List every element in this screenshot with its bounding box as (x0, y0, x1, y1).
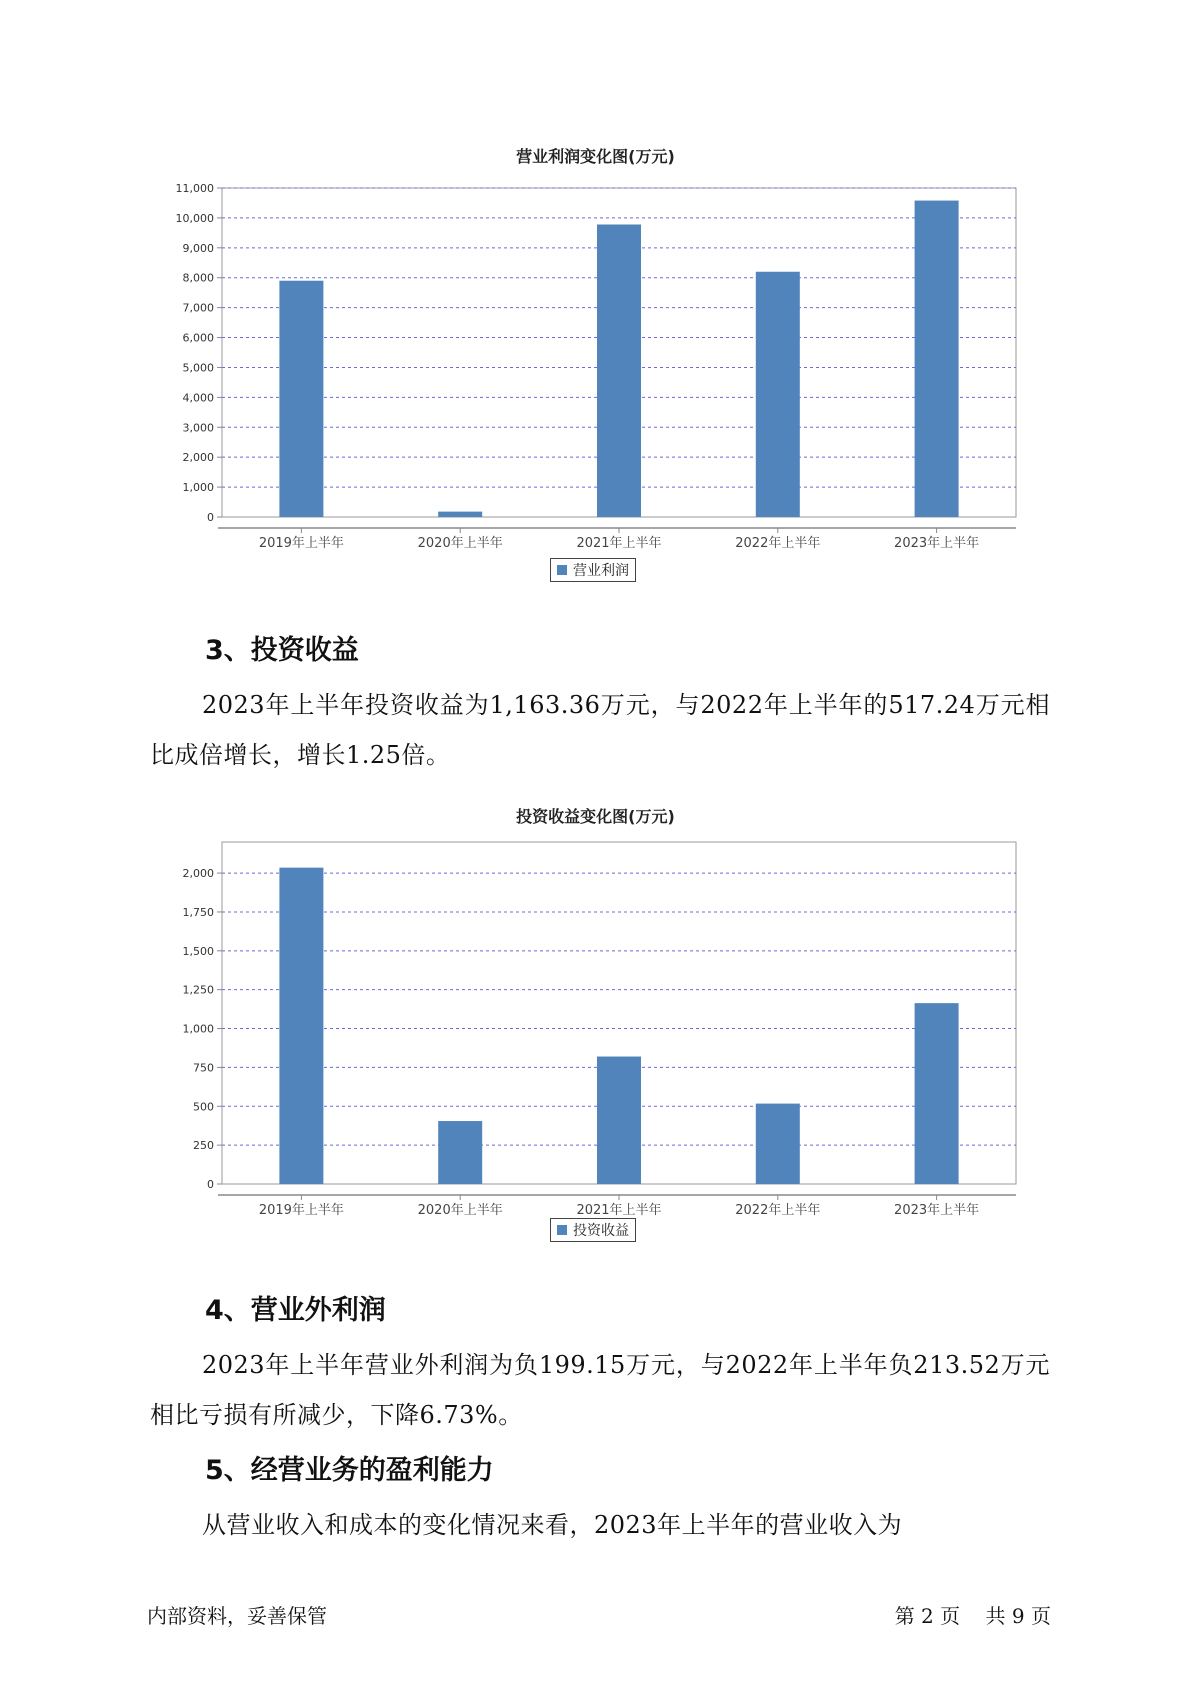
bar (915, 201, 959, 517)
y-tick-label: 1,750 (182, 905, 214, 919)
x-tick-label: 2020年上半年 (417, 536, 503, 551)
section-3-heading: 3、投资收益 (205, 635, 359, 666)
x-tick-label: 2022年上半年 (735, 1203, 821, 1218)
footer-page-number: 第 2 页 共 9 页 (894, 1604, 1051, 1628)
bar (756, 1104, 800, 1184)
bar (915, 1003, 959, 1184)
legend-label: 投资收益 (573, 1223, 629, 1239)
y-tick-label: 1,500 (182, 944, 214, 958)
x-tick-label: 2022年上半年 (735, 536, 821, 551)
x-tick-label: 2021年上半年 (576, 536, 662, 551)
profit-chart-title: 营业利润变化图(万元) (516, 147, 675, 166)
section-5-paragraph: 从营业收入和成本的变化情况来看，2023年上半年的营业收入为 (202, 1511, 903, 1539)
bar (279, 281, 323, 517)
invest-chart-title: 投资收益变化图(万元) (516, 807, 675, 826)
profit-chart-legend (550, 558, 636, 582)
section-5-heading: 5、经营业务的盈利能力 (205, 1455, 494, 1486)
y-tick-label: 8,000 (182, 271, 214, 285)
y-tick-label: 1,000 (182, 1022, 214, 1036)
profit-chart (0, 170, 1191, 550)
y-tick-label: 5,000 (182, 361, 214, 375)
y-tick-label: 4,000 (182, 391, 214, 405)
x-tick-label: 2023年上半年 (894, 1203, 980, 1218)
section-4-heading: 4、营业外利润 (205, 1295, 386, 1326)
x-tick-label: 2019年上半年 (258, 536, 344, 551)
invest-chart (0, 830, 1191, 1218)
y-tick-label: 9,000 (182, 241, 214, 255)
footer-note: 内部资料，妥善保管 (147, 1604, 327, 1628)
x-tick-label: 2019年上半年 (258, 1203, 344, 1218)
y-tick-label: 10,000 (175, 211, 214, 225)
y-tick-label: 2,000 (182, 451, 214, 465)
y-tick-label: 750 (193, 1061, 214, 1075)
bar (438, 1121, 482, 1184)
x-tick-label: 2023年上半年 (894, 536, 980, 551)
bar (438, 512, 482, 517)
y-tick-label: 11,000 (175, 182, 214, 195)
invest-chart-legend (550, 1218, 636, 1242)
y-tick-label: 0 (207, 1178, 214, 1191)
y-tick-label: 2,000 (182, 867, 214, 881)
bar (597, 1057, 641, 1184)
y-tick-label: 7,000 (182, 301, 214, 315)
bar (279, 868, 323, 1184)
y-tick-label: 0 (207, 511, 214, 524)
section-3-paragraph: 2023年上半年投资收益为1,163.36万元，与2022年上半年的517.24万元相比成倍增长，增长1.25倍。 (150, 691, 1050, 769)
x-tick-label: 2021年上半年 (576, 1203, 662, 1218)
y-tick-label: 6,000 (182, 331, 214, 345)
bar (597, 224, 641, 517)
y-tick-label: 3,000 (182, 421, 214, 435)
legend-label: 营业利润 (573, 563, 629, 579)
legend-swatch (557, 565, 567, 575)
y-tick-label: 1,250 (182, 983, 214, 997)
x-tick-label: 2020年上半年 (417, 1203, 503, 1218)
bar (756, 272, 800, 517)
y-tick-label: 250 (193, 1139, 214, 1153)
y-tick-label: 1,000 (182, 481, 214, 495)
section-4-paragraph: 2023年上半年营业外利润为负199.15万元，与2022年上半年负213.52万元相比亏损有所减少，下降6.73%。 (150, 1351, 1050, 1429)
legend-swatch (557, 1225, 567, 1235)
y-tick-label: 500 (193, 1100, 214, 1114)
